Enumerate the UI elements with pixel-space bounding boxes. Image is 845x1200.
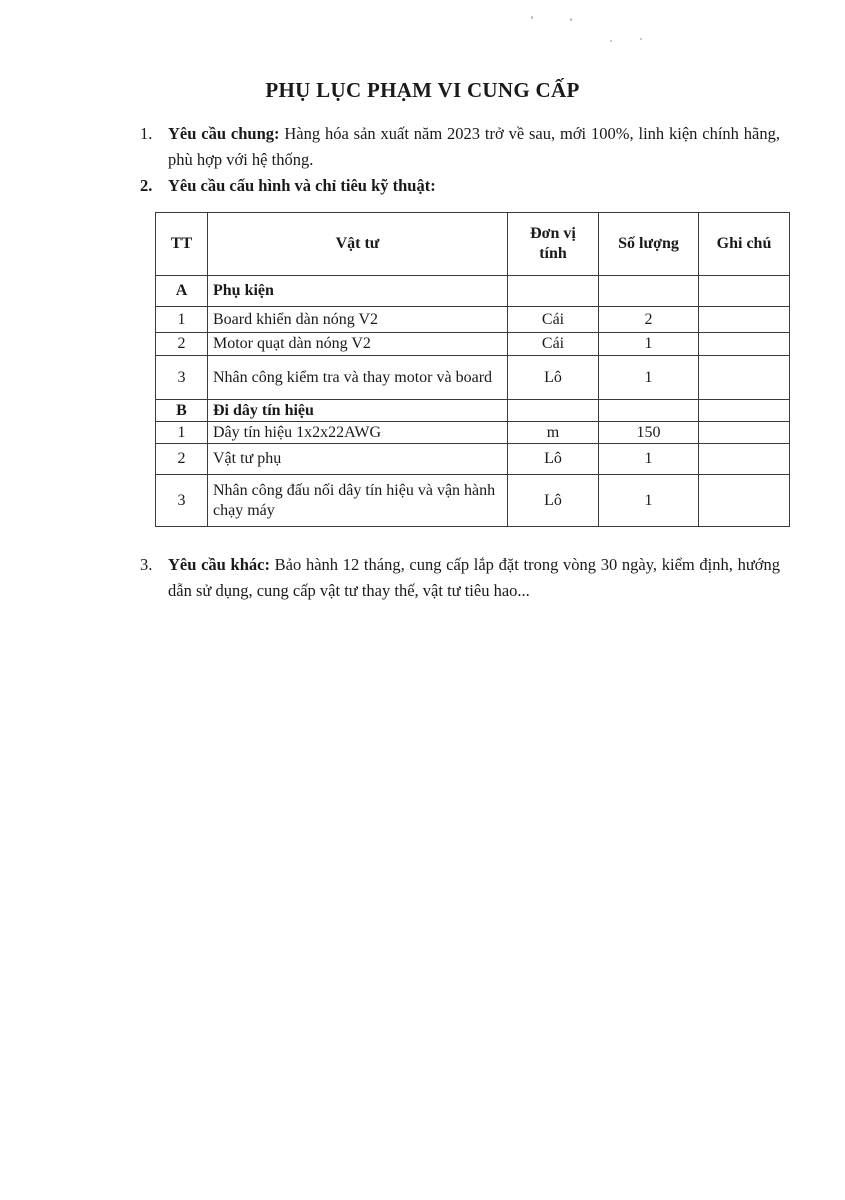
scan-speck bbox=[610, 40, 612, 42]
requirement-body bbox=[168, 121, 780, 173]
cell-qty: 1 bbox=[599, 444, 699, 475]
requirement-label: Yêu cầu khác: bbox=[168, 555, 270, 574]
cell-tt: 2 bbox=[156, 333, 208, 356]
cell-note bbox=[699, 307, 790, 333]
cell-unit: Lô bbox=[508, 475, 599, 527]
requirement-body bbox=[168, 552, 780, 604]
table-group-row bbox=[156, 400, 790, 422]
requirement-number: 3. bbox=[140, 555, 153, 574]
cell-unit: Cái bbox=[508, 307, 599, 333]
cell-note bbox=[699, 276, 790, 307]
table-row bbox=[156, 356, 790, 400]
cell-item: Đi dây tín hiệu bbox=[208, 400, 508, 422]
header-tt: TT bbox=[156, 213, 208, 276]
cell-note bbox=[699, 444, 790, 475]
requirement-number: 1. bbox=[140, 124, 153, 143]
page-title: PHỤ LỤC PHẠM VI CUNG CẤP bbox=[265, 78, 580, 102]
requirement-text: Hàng hóa sản xuất năm 2023 trở về sau, mới 100%, linh kiện chính hãng, phù hợp với hệ thống. bbox=[168, 124, 780, 169]
cell-item: Nhân công đấu nối dây tín hiệu và vận hành chạy máy bbox=[208, 475, 508, 527]
cell-note bbox=[699, 422, 790, 444]
cell-tt: B bbox=[156, 400, 208, 422]
table-row bbox=[156, 475, 790, 527]
cell-unit: Lô bbox=[508, 356, 599, 400]
cell-unit: m bbox=[508, 422, 599, 444]
cell-unit bbox=[508, 400, 599, 422]
scan-speck bbox=[640, 38, 642, 40]
requirement-general bbox=[140, 121, 780, 173]
cell-item: Nhân công kiểm tra và thay motor và board bbox=[208, 356, 508, 400]
cell-qty: 150 bbox=[599, 422, 699, 444]
requirement-label: Yêu cầu cấu hình và chỉ tiêu kỹ thuật: bbox=[168, 176, 436, 195]
header-unit-line2: tính bbox=[539, 245, 567, 262]
table-row bbox=[156, 444, 790, 475]
cell-item: Motor quạt dàn nóng V2 bbox=[208, 333, 508, 356]
table-row bbox=[156, 333, 790, 356]
cell-item: Board khiển dàn nóng V2 bbox=[208, 307, 508, 333]
cell-qty: 2 bbox=[599, 307, 699, 333]
cell-qty: 1 bbox=[599, 333, 699, 356]
cell-note bbox=[699, 475, 790, 527]
supply-scope-table bbox=[155, 212, 790, 527]
scan-speck bbox=[570, 18, 572, 21]
table-header-row bbox=[156, 213, 790, 276]
cell-tt: 1 bbox=[156, 422, 208, 444]
cell-item: Dây tín hiệu 1x2x22AWG bbox=[208, 422, 508, 444]
cell-tt: 2 bbox=[156, 444, 208, 475]
requirement-text: Bảo hành 12 tháng, cung cấp lắp đặt trong vòng 30 ngày, kiểm định, hướng dẫn sử dụng, cung cấp vật tư thay thế, vật tư tiêu hao... bbox=[168, 555, 780, 600]
cell-unit: Cái bbox=[508, 333, 599, 356]
cell-item: Phụ kiện bbox=[208, 276, 508, 307]
requirement-other bbox=[140, 552, 780, 604]
cell-qty bbox=[599, 276, 699, 307]
header-qty: Số lượng bbox=[599, 213, 699, 276]
requirement-label: Yêu cầu chung: bbox=[168, 124, 280, 143]
requirement-number: 2. bbox=[140, 176, 153, 195]
table-row bbox=[156, 422, 790, 444]
cell-qty: 1 bbox=[599, 475, 699, 527]
header-note: Ghi chú bbox=[699, 213, 790, 276]
cell-tt: 3 bbox=[156, 475, 208, 527]
cell-qty bbox=[599, 400, 699, 422]
cell-tt: 3 bbox=[156, 356, 208, 400]
cell-note bbox=[699, 400, 790, 422]
cell-tt: A bbox=[156, 276, 208, 307]
header-item: Vật tư bbox=[208, 213, 508, 276]
header-unit bbox=[508, 213, 599, 276]
cell-qty: 1 bbox=[599, 356, 699, 400]
requirement-body bbox=[168, 173, 780, 199]
cell-note bbox=[699, 356, 790, 400]
table-group-row bbox=[156, 276, 790, 307]
table-row bbox=[156, 307, 790, 333]
cell-unit bbox=[508, 276, 599, 307]
cell-item: Vật tư phụ bbox=[208, 444, 508, 475]
cell-note bbox=[699, 333, 790, 356]
cell-unit: Lô bbox=[508, 444, 599, 475]
requirement-technical bbox=[140, 173, 780, 199]
header-unit-line1: Đơn vị bbox=[530, 225, 576, 242]
scan-speck bbox=[531, 16, 533, 19]
cell-tt: 1 bbox=[156, 307, 208, 333]
